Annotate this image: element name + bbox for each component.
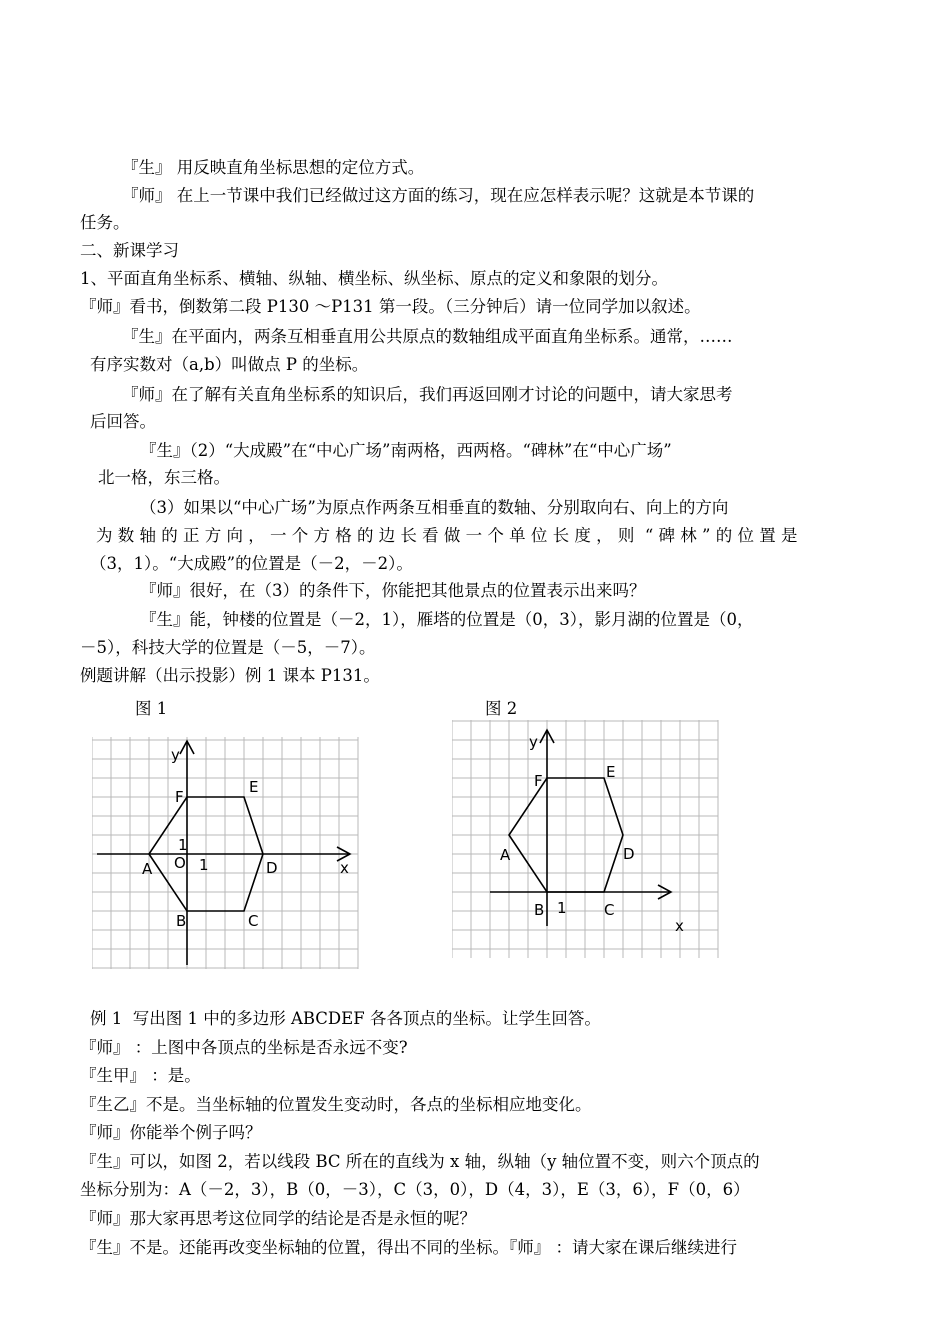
text-line-6: 『师』看书，倒数第二段 P130 ～P131 第一段。（三分钟后）请一位同学加以叙述。	[80, 297, 701, 316]
figure1-grid	[92, 737, 358, 969]
figure1-label-a: A	[142, 860, 153, 878]
text-line-19: 例题讲解（出示投影）例 1 课本 P131。	[80, 666, 380, 685]
text-line-11: 『生』（2）“大成殿”在“中心广场”南两格，西两格。“碑林”在“中心广场”	[140, 441, 672, 460]
text-line-13: （3）如果以“中心广场”为原点作两条互相垂直的数轴、分别取向右、向上的方向	[140, 498, 729, 517]
text-line-16: 『师』很好，在（3）的条件下，你能把其他景点的位置表示出来吗？	[140, 581, 646, 600]
figure1-label-d: D	[266, 859, 278, 877]
figure2-label-d: D	[623, 845, 635, 863]
figure1-unit-x-label: 1	[199, 856, 209, 874]
figure1-label-f: F	[175, 788, 184, 806]
text-line-1: 『生』 用反映直角坐标思想的定位方式。	[122, 158, 425, 177]
figure2-label-a: A	[500, 846, 511, 864]
text-line-7: 『生』在平面内，两条互相垂直用公共原点的数轴组成平面直角坐标系。通常，……	[122, 327, 733, 346]
text-line-8: 有序实数对（a,b）叫做点 P 的坐标。	[90, 355, 369, 374]
text-line-28: 『生』不是。还能再改变坐标轴的位置，得出不同的坐标。『师』 ：请大家在课后继续进行	[80, 1238, 737, 1257]
text-line-15: （3，1）。“大成殿”的位置是（－2，－2）。	[90, 554, 413, 573]
text-line-10: 后回答。	[90, 412, 156, 431]
figure2-caption: 图 2	[485, 699, 518, 718]
text-line-12: 北一格，东三格。	[98, 468, 230, 487]
figure2-label-e: E	[606, 763, 616, 781]
text-line-18: －5），科技大学的位置是（－5，－7）。	[80, 638, 376, 657]
text-line-25: 『生』可以，如图 2，若以线段 BC 所在的直线为 x 轴，纵轴（y 轴位置不变，则六个顶点的	[80, 1152, 760, 1171]
text-line-24: 『师』你能举个例子吗？	[80, 1123, 262, 1142]
section-heading: 二、新课学习	[80, 241, 179, 260]
text-line-3: 任务。	[80, 213, 130, 232]
text-line-2: 『师』 在上一节课中我们已经做过这方面的练习，现在应怎样表示呢？这就是本节课的	[122, 186, 755, 205]
figure2-label-f: F	[534, 772, 543, 790]
figure1-unit-y-label: 1	[178, 836, 188, 854]
text-line-26: 坐标分别为：A（－2，3），B（0，－3），C（3，0），D（4，3），E（3，6），F（0，6）	[80, 1180, 750, 1199]
figure2-y-label: y	[529, 733, 538, 751]
text-line-17: 『生』能，钟楼的位置是（－2，1），雁塔的位置是（0，3），影月湖的位置是（0，	[140, 610, 754, 629]
text-line-21: 『师』 ：上图中各顶点的坐标是否永远不变?	[80, 1038, 408, 1057]
text-line-14: 为 数 轴 的 正 方 向 ， 一 个 方 格 的 边 长 看 做 一 个 单 位 长 度 ， 则 “ 碑 林 ” 的 位 置 是	[96, 526, 798, 545]
text-line-9: 『师』在了解有关直角坐标系的知识后，我们再返回刚才讨论的问题中，请大家思考	[122, 385, 733, 404]
text-line-20: 例 1 写出图 1 中的多边形 ABCDEF 各各顶点的坐标。让学生回答。	[90, 1009, 601, 1028]
figure1-x-label: x	[340, 859, 349, 877]
figure1-diagram	[92, 737, 362, 972]
figure2-diagram	[452, 720, 722, 965]
figure2-x-label: x	[675, 917, 684, 935]
figure2-label-c: C	[604, 901, 615, 919]
figure2-unit-x-label: 1	[557, 899, 567, 917]
text-line-23: 『生乙』不是。当坐标轴的位置发生变动时，各点的坐标相应地变化。	[80, 1095, 592, 1114]
figure1-label-e: E	[249, 778, 259, 796]
text-line-22: 『生甲』 ：是。	[80, 1066, 201, 1085]
figure1-y-label: y	[171, 746, 180, 764]
text-line-27: 『师』那大家再思考这位同学的结论是否是永恒的呢？	[80, 1209, 476, 1228]
figure1-origin-label: O	[174, 854, 186, 872]
figure1-caption: 图 1	[135, 699, 168, 718]
figure1-label-c: C	[248, 912, 259, 930]
text-line-5: 1、平面直角坐标系、横轴、纵轴、横坐标、纵坐标、原点的定义和象限的划分。	[80, 269, 668, 288]
figure2-label-b: B	[534, 901, 545, 919]
figure1-label-b: B	[176, 912, 187, 930]
